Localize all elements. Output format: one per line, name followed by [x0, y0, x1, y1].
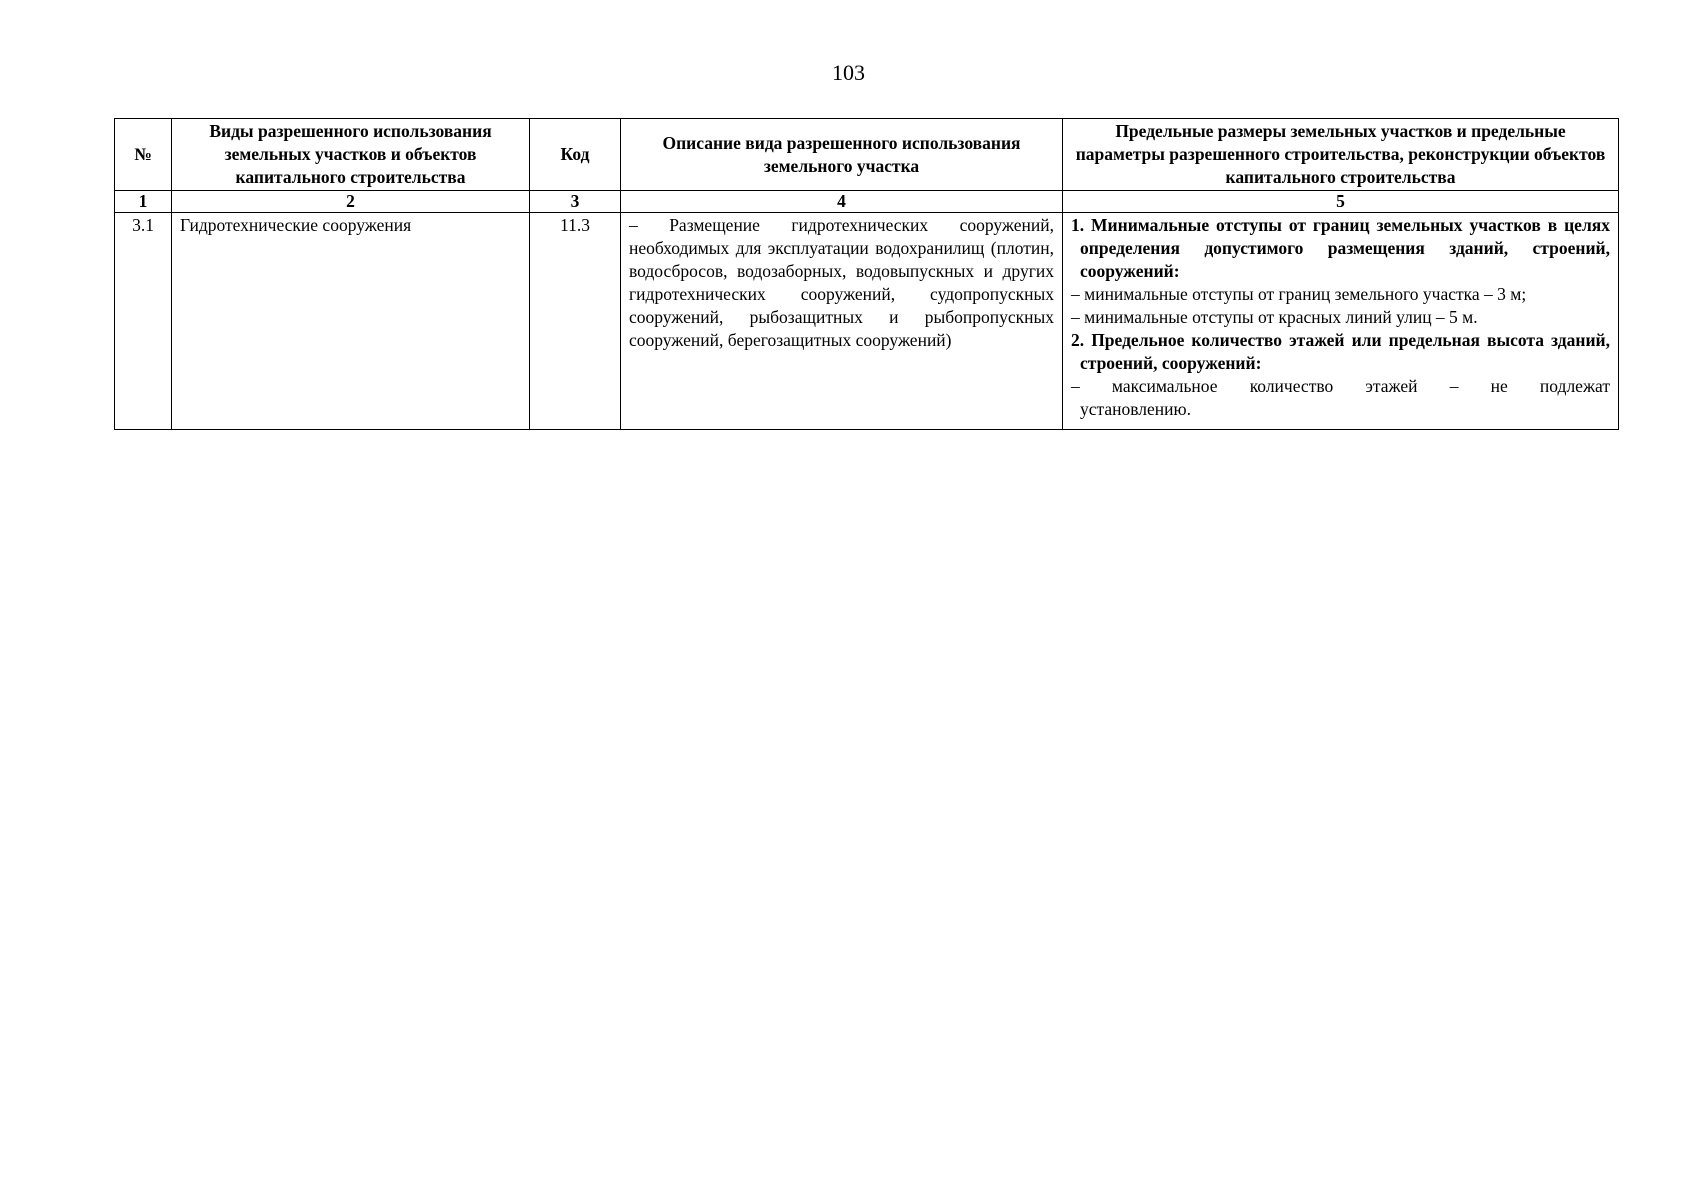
column-number-2: 2 [172, 191, 530, 213]
table-row [115, 213, 1619, 430]
column-number-1: 1 [115, 191, 172, 213]
row-description: – Размещение гидротехнических сооружений, необходимых для эксплуатации водохранилищ (плотин, водосбросов, водозаборных, водовыпускных и других гидротехнических сооружений, судопропускных сооружений, рыбозащитных и рыбопропускных сооружений, берегозащитных сооружений) [621, 213, 1063, 430]
page-number: 103 [832, 60, 865, 85]
table-header-row [115, 119, 1619, 191]
permitted-use-table [114, 118, 1619, 430]
param-max-floors: – максимальное количество этажей – не подлежат [1071, 376, 1610, 396]
column-number-5: 5 [1063, 191, 1619, 213]
row-code: 11.3 [530, 213, 621, 430]
header-code: Код [530, 119, 621, 191]
header-description: Описание вида разрешенного использования земельного участка [621, 119, 1063, 191]
param-heading-floors: 2. Предельное количество этажей или предельная высота зданий, строений, сооружений: [1071, 330, 1610, 373]
column-number-row [115, 191, 1619, 213]
header-parameters: Предельные размеры земельных участков и предельные параметры разрешенного строительства, реконструкции объектов капитального строительства [1063, 119, 1619, 191]
header-use-types: Виды разрешенного использования земельных участков и объектов капитального строительства [172, 119, 530, 191]
param-max-floors-continued: установлению. [1080, 399, 1191, 419]
row-number: 3.1 [115, 213, 172, 430]
row-parameters [1063, 213, 1619, 430]
column-number-3: 3 [530, 191, 621, 213]
column-number-4: 4 [621, 191, 1063, 213]
param-setback-plot-border: – минимальные отступы от границ земельного участка – 3 м; [1071, 284, 1527, 304]
param-heading-setbacks: 1. Минимальные отступы от границ земельных участков в целях определения допустимого размещения зданий, строений, сооружений: [1071, 215, 1610, 281]
row-use-name: Гидротехнические сооружения [172, 213, 530, 430]
header-number: № [115, 119, 172, 191]
param-setback-red-lines: – минимальные отступы от красных линий улиц – 5 м. [1071, 307, 1478, 327]
